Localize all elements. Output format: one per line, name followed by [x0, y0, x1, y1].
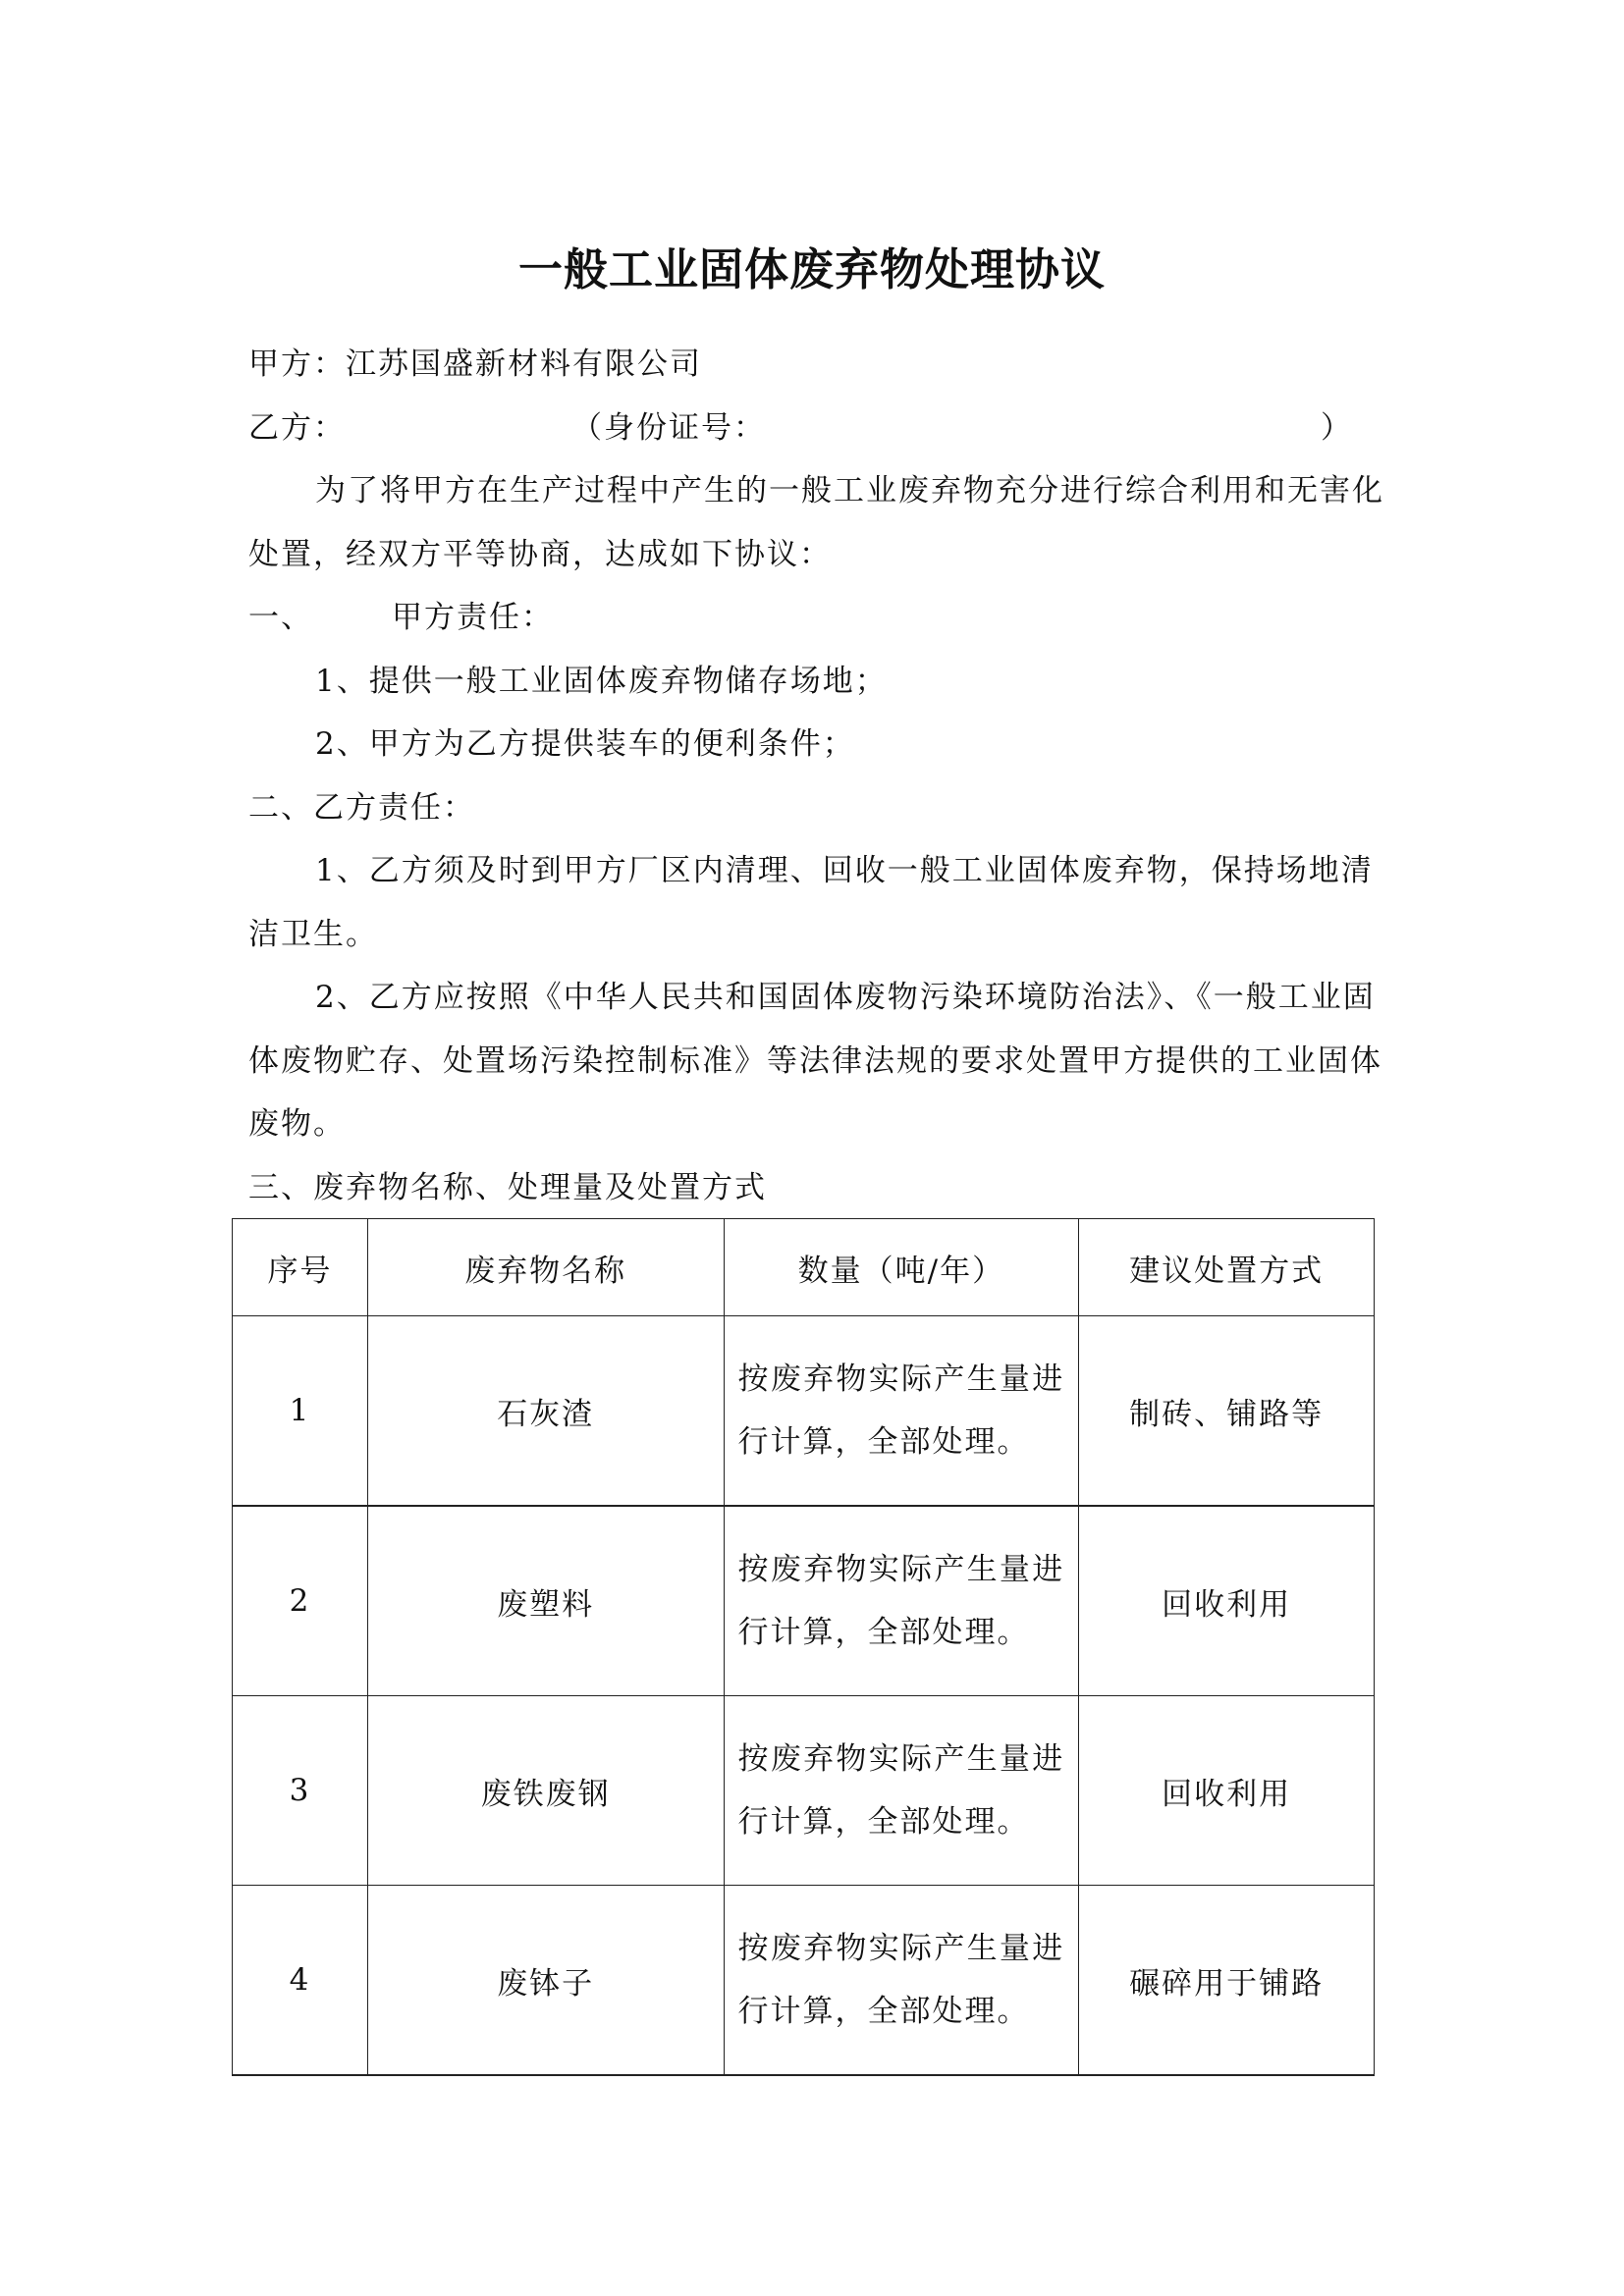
cell-name: 废铁废钢: [367, 1696, 724, 1886]
cell-no: 3: [233, 1696, 368, 1886]
header-cell: 建议处置方式: [1079, 1219, 1375, 1316]
party-a: 甲方：江苏国盛新材料有限公司: [248, 347, 702, 382]
section1-heading: [248, 586, 1387, 650]
section2-item: 2、乙方应按照《中华人民共和国固体废物污染环境防治法》、《一般工业固体废物贮存、处置场污染控制标准》等法律法规的要求处置甲方提供的工业固体废物。: [248, 980, 1382, 1142]
section1-item: 2、甲方为乙方提供装车的便利条件；: [315, 726, 855, 762]
section1-number: 一、: [248, 600, 313, 635]
section2-item: 1、乙方须及时到甲方厂区内清理、回收一般工业固体废弃物，保持场地清洁卫生。: [248, 853, 1374, 952]
id-close: ）: [1321, 409, 1353, 446]
cell-qty: 按废弃物实际产生量进行计算，全部处理。: [724, 1886, 1079, 2076]
cell-no: 2: [233, 1506, 368, 1696]
header-cell: 序号: [233, 1219, 368, 1316]
cell-no: 4: [233, 1886, 368, 2076]
cell-qty: 按废弃物实际产生量进行计算，全部处理。: [724, 1316, 1079, 1507]
section1-item: 1、提供一般工业固体废弃物储存场地；: [315, 663, 888, 699]
cell-name: 废塑料: [367, 1506, 724, 1696]
cell-method: 碾碎用于铺路: [1079, 1886, 1375, 2076]
table-header-row: [233, 1219, 1375, 1316]
cell-name: 石灰渣: [367, 1316, 724, 1507]
cell-qty: 按废弃物实际产生量进行计算，全部处理。: [724, 1506, 1079, 1696]
cell-method: 回收利用: [1079, 1696, 1375, 1886]
section3-heading: 三、废弃物名称、处理量及处置方式: [248, 1169, 767, 1205]
table-row: [233, 1886, 1375, 2076]
intro-paragraph: 为了将甲方在生产过程中产生的一般工业废弃物充分进行综合利用和无害化处置，经双方平等协商，达成如下协议：: [248, 473, 1384, 572]
table-row: [233, 1696, 1375, 1886]
table-row: [233, 1316, 1375, 1507]
document-body: [248, 333, 1387, 1219]
header-cell: 数量（吨/年）: [724, 1219, 1079, 1316]
cell-method: 制砖、铺路等: [1079, 1316, 1375, 1507]
cell-method: 回收利用: [1079, 1506, 1375, 1696]
party-b: [248, 397, 1387, 460]
section2-heading: 二、乙方责任：: [248, 789, 475, 826]
cell-name: 废钵子: [367, 1886, 724, 2076]
cell-no: 1: [233, 1316, 368, 1507]
document-title: 一般工业固体废弃物处理协议: [517, 243, 1106, 295]
table-row: [233, 1506, 1375, 1696]
id-label: （身份证号：: [571, 409, 766, 446]
section1-title: 甲方责任：: [392, 600, 554, 635]
waste-table: [232, 1218, 1375, 2076]
cell-qty: 按废弃物实际产生量进行计算，全部处理。: [724, 1696, 1079, 1886]
party-b-label: 乙方：: [248, 409, 346, 446]
header-cell: 废弃物名称: [367, 1219, 724, 1316]
